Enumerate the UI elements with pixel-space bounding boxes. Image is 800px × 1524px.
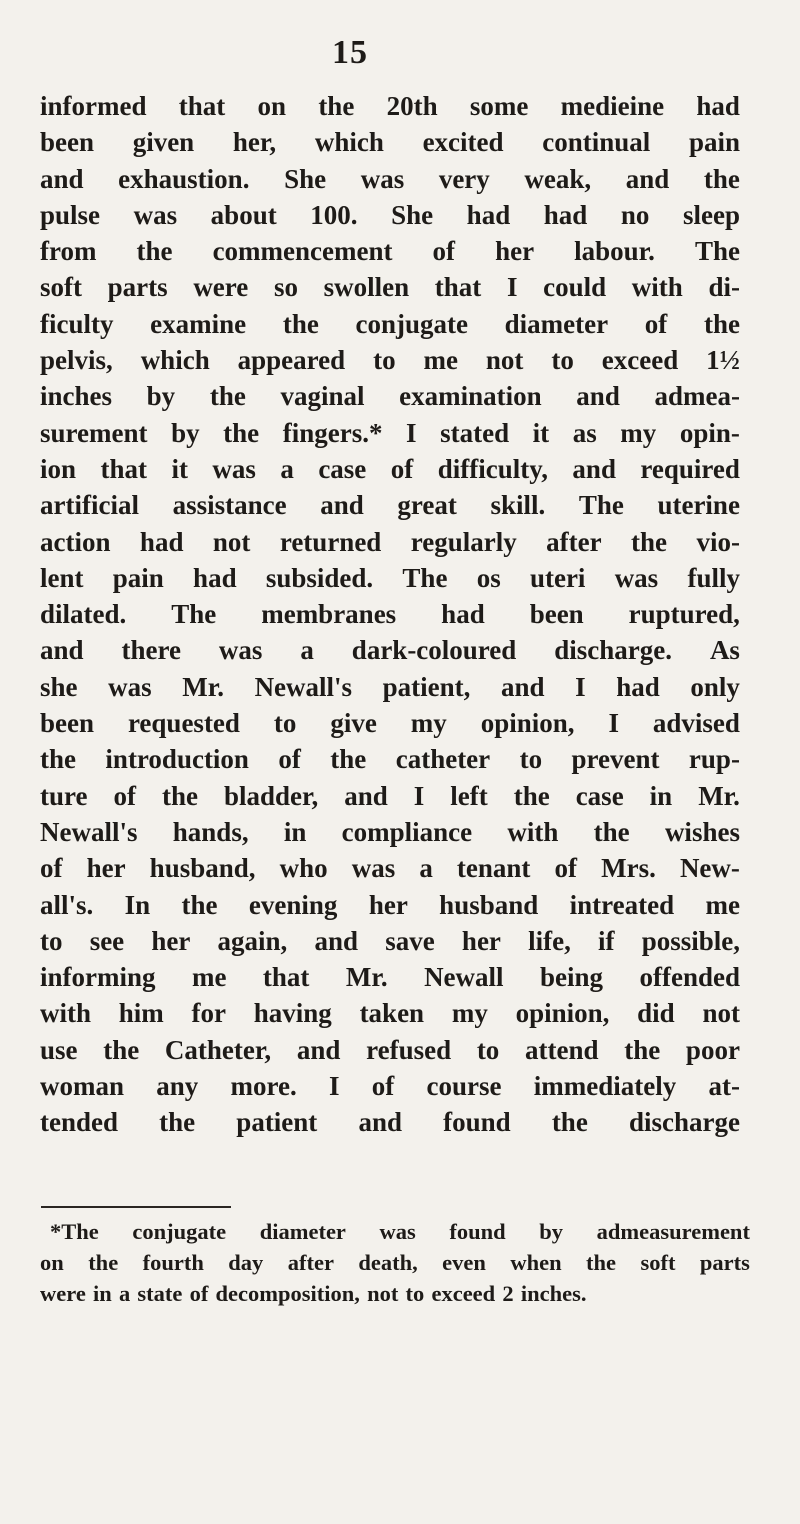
text-line: woman any more. I of course immediately at- (40, 1071, 740, 1102)
text-line: the introduction of the catheter to prevent rup- (40, 744, 740, 775)
text-line: dilated. The membranes had been ruptured, (40, 599, 740, 630)
footnote (40, 1216, 750, 1309)
footnote-line: *The conjugate diameter was found by admeasurement (50, 1219, 750, 1244)
text-line: to see her again, and save her life, if possible, (40, 925, 740, 956)
text-line: from the commencement of her labour. The (40, 236, 740, 267)
text-line: and exhaustion. She was very weak, and the (40, 163, 740, 194)
text-line: soft parts were so swollen that I could with di- (40, 272, 740, 303)
text-line: informing me that Mr. Newall being offended (40, 962, 740, 993)
text-line: informed that on the 20th some medieine had (40, 91, 740, 121)
text-line: inches by the vaginal examination and admea- (40, 381, 740, 412)
text-line: of her husband, who was a tenant of Mrs. New- (40, 853, 740, 884)
text-line: and there was a dark-coloured discharge. As (40, 635, 740, 666)
text-line: artificial assistance and great skill. The uterine (40, 490, 740, 521)
text-line: been requested to give my opinion, I advised (40, 708, 740, 739)
text-line: ture of the bladder, and I left the case in Mr. (40, 780, 740, 811)
footnote-rule (41, 1206, 231, 1208)
text-line: pelvis, which appeared to me not to exceed 1½ (40, 345, 740, 376)
text-line: she was Mr. Newall's patient, and I had only (40, 671, 740, 702)
body-text (40, 88, 740, 1141)
text-line: pulse was about 100. She had had no sleep (40, 199, 740, 230)
text-line: Newall's hands, in compliance with the wishes (40, 816, 740, 847)
text-line: tended the patient and found the discharge (40, 1107, 740, 1138)
text-line: all's. In the evening her husband intreated me (40, 889, 740, 920)
text-line: ion that it was a case of difficulty, and required (40, 453, 740, 484)
text-line: action had not returned regularly after the vio- (40, 526, 740, 557)
text-line: with him for having taken my opinion, did not (40, 998, 740, 1029)
text-line: ficulty examine the conjugate diameter of the (40, 308, 740, 339)
footnote-line: on the fourth day after death, even when the soft parts (40, 1250, 750, 1275)
page-number: 15 (332, 34, 368, 71)
text-line: lent pain had subsided. The os uteri was fully (40, 562, 740, 593)
text-line: surement by the fingers.* I stated it as my opin- (40, 417, 740, 448)
text-line: use the Catheter, and refused to attend the poor (40, 1034, 740, 1065)
footnote-line: were in a state of decomposition, not to exceed 2 inches. (40, 1281, 587, 1306)
text-line: been given her, which excited continual pain (40, 127, 740, 158)
